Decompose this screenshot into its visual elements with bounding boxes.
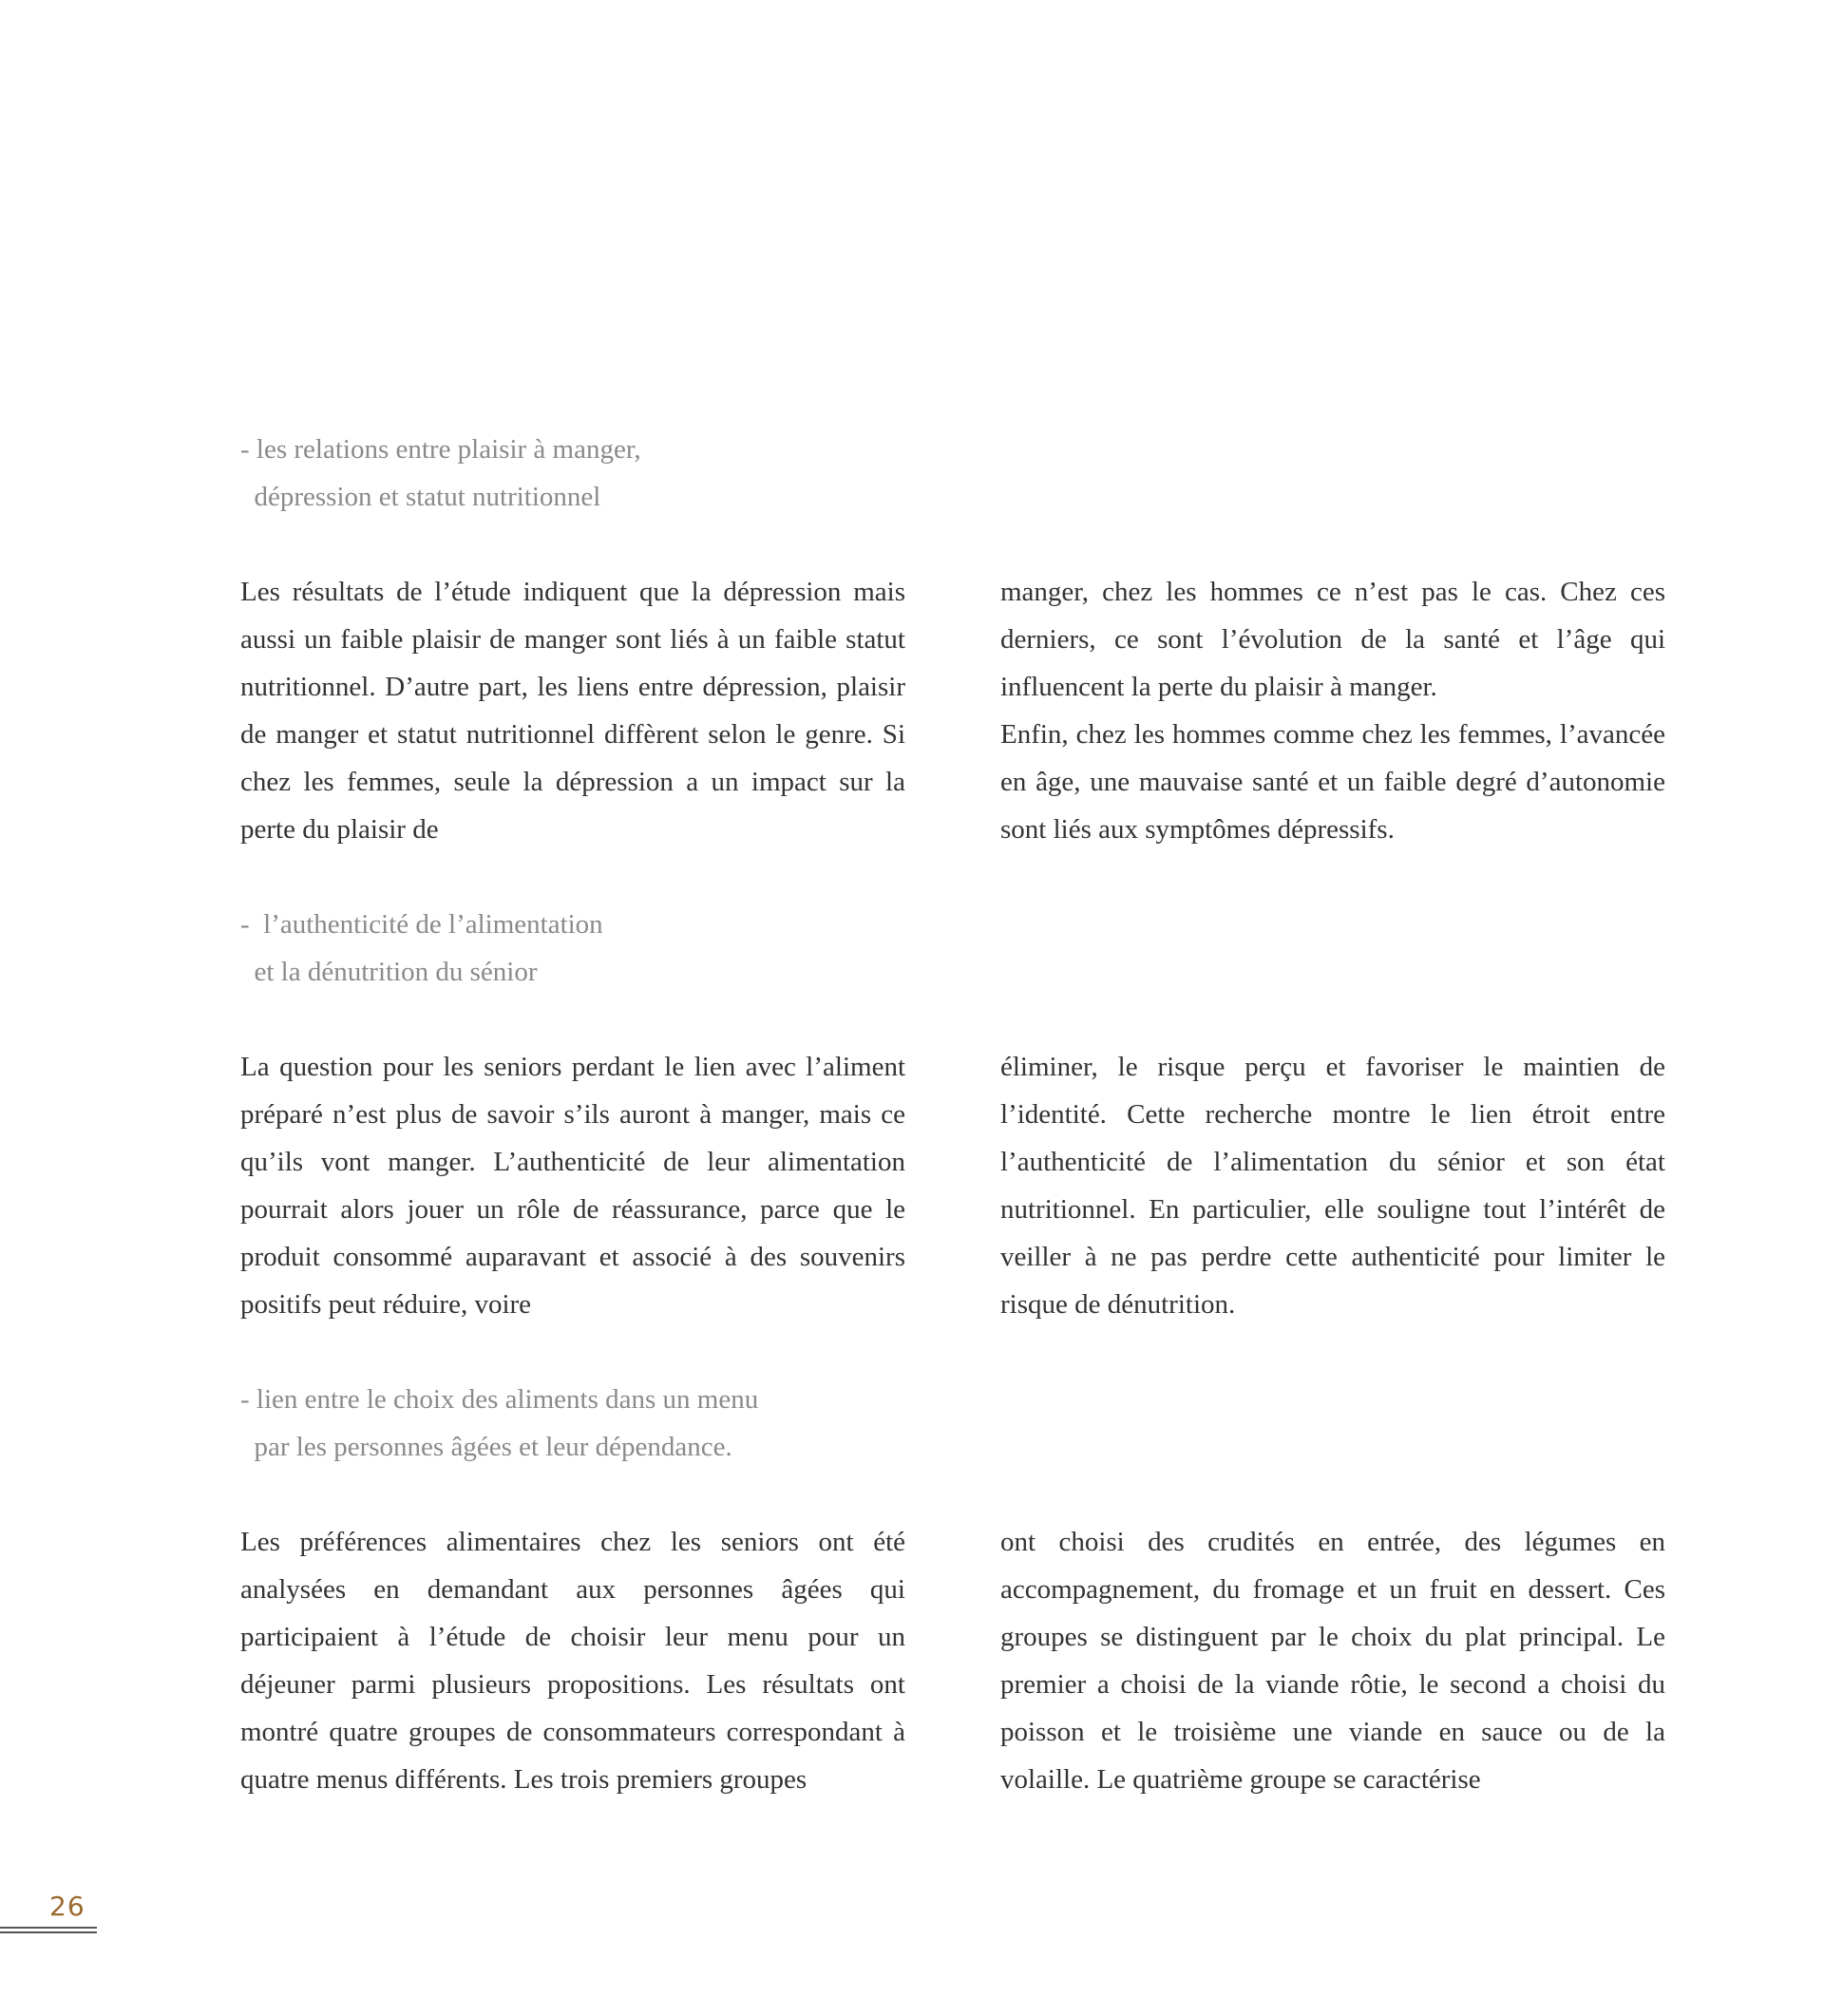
right-column — [1000, 1518, 1665, 1803]
heading-line: dépression et statut nutritionnel — [240, 482, 601, 512]
paragraph: La question pour les seniors perdant le lien avec l’aliment préparé n’est plus de savoir s’ils auront à manger, mais ce qu’ils vont manger. L’authenticité de leur alimentation pourrait alors jouer un rôle de réassurance, parce que le produit consommé auparavant et associé à des souvenirs positifs peut réduire, voire — [240, 1052, 905, 1320]
heading-line: - lien entre le choix des aliments dans un menu — [240, 1384, 759, 1415]
heading-line: et la dénutrition du sénior — [240, 957, 538, 987]
paragraph: Les préférences alimentaires chez les seniors ont été analysées en demandant aux personnes âgées qui participaient à l’étude de choisir leur menu pour un déjeuner parmi plusieurs propositions. Les résultats ont montré quatre groupes de consommateurs correspondant à quatre menus différents. Les trois premiers groupes — [240, 1527, 905, 1795]
section-heading — [240, 901, 1665, 996]
left-column — [240, 1518, 905, 1803]
heading-line: par les personnes âgées et leur dépendance. — [240, 1432, 732, 1462]
two-column-text — [240, 1043, 1665, 1328]
page-number-rule — [0, 1927, 97, 1929]
right-column — [1000, 1043, 1665, 1328]
paragraph: Enfin, chez les hommes comme chez les femmes, l’avancée en âge, une mauvaise santé et un faible degré d’autonomie sont liés aux symptômes dépressifs. — [1000, 719, 1665, 845]
paragraph: ont choisi des crudités en entrée, des légumes en accompagnement, du fromage et un fruit en dessert. Ces groupes se distinguent par le choix du plat principal. Le premier a choisi de la viande rôtie, le second a choisi du poisson et le troisième une viande en sauce ou de la volaille. Le quatrième groupe se caractérise — [1000, 1527, 1665, 1795]
heading-line: - l’authenticité de l’alimentation — [240, 909, 603, 940]
paragraph: Les résultats de l’étude indiquent que la dépression mais aussi un faible plaisir de manger sont liés à un faible statut nutritionnel. D’autre part, les liens entre dépression, plaisir de manger et statut nutritionnel diffèrent selon le genre. Si chez les femmes, seule la dépression a un impact sur la perte du plaisir de — [240, 577, 905, 845]
section-heading — [240, 1376, 1665, 1471]
page-number: 26 — [49, 1891, 86, 1922]
left-column — [240, 1043, 905, 1328]
left-column — [240, 568, 905, 853]
two-column-text — [240, 568, 1665, 853]
section-authenticite — [240, 901, 1665, 1320]
section-depression — [240, 426, 1665, 845]
two-column-text — [240, 1518, 1665, 1803]
heading-line: - les relations entre plaisir à manger, — [240, 434, 641, 465]
right-column — [1000, 568, 1665, 853]
section-heading — [240, 426, 1665, 521]
section-choix-aliments — [240, 1376, 1665, 1795]
page-number-rule — [0, 1931, 97, 1933]
paragraph: manger, chez les hommes ce n’est pas le cas. Chez ces derniers, ce sont l’évolution de la santé et l’âge qui influencent la perte du plaisir à manger. — [1000, 577, 1665, 702]
paragraph: éliminer, le risque perçu et favoriser le maintien de l’identité. Cette recherche montre le lien étroit entre l’authenticité de l’alimentation du sénior et son état nutritionnel. En particulier, elle souligne tout l’intérêt de veiller à ne pas perdre cette authenticité pour limiter le risque de dénutrition. — [1000, 1052, 1665, 1320]
